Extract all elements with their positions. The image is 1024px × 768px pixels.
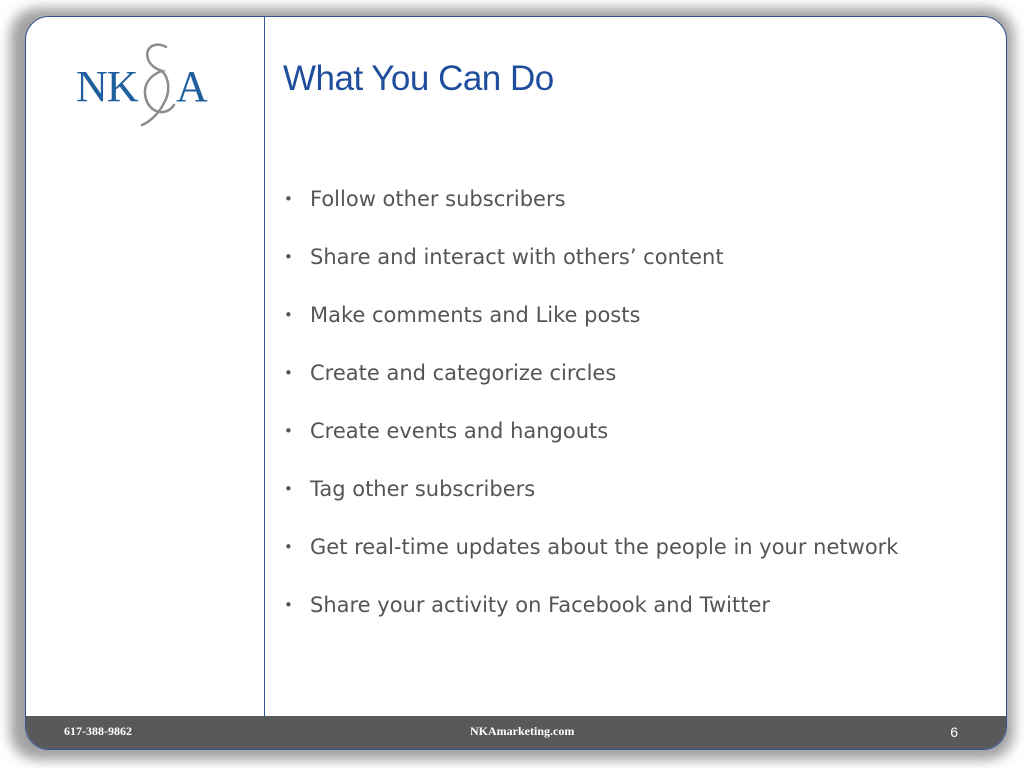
bullet-dot-icon: • (284, 306, 293, 324)
logo-letter-a: A (176, 62, 208, 111)
bullet-text: Follow other subscribers (310, 187, 566, 211)
slide-title: What You Can Do (283, 59, 554, 98)
bullet-item (280, 463, 920, 515)
footer-website: NKAmarketing.com (470, 724, 575, 738)
logo-letters-nk: NK (76, 62, 138, 111)
bullet-dot-icon: • (284, 364, 293, 382)
vertical-divider (264, 17, 265, 717)
bullet-text: Get real-time updates about the people in your network (310, 535, 899, 559)
slide-footer (26, 716, 1006, 749)
bullet-text: Tag other subscribers (310, 477, 536, 501)
bullet-dot-icon: • (284, 190, 293, 208)
slide-frame (25, 16, 1007, 750)
bullet-text: Share your activity on Facebook and Twitter (310, 593, 771, 617)
bullet-dot-icon: • (284, 480, 293, 498)
bullet-item (280, 405, 920, 457)
bullet-text: Make comments and Like posts (310, 303, 641, 327)
page-number: 6 (950, 724, 958, 740)
bullet-dot-icon: • (284, 538, 293, 556)
footer-phone: 617-388-9862 (64, 724, 132, 738)
bullet-item (280, 173, 920, 225)
bullet-dot-icon: • (284, 422, 293, 440)
bullet-text: Share and interact with others’ content (310, 245, 724, 269)
bullet-text: Create events and hangouts (310, 419, 609, 443)
bullet-item (280, 521, 920, 573)
bullet-item (280, 347, 920, 399)
nka-logo (74, 37, 224, 132)
bullet-item (280, 231, 920, 283)
ampersand-icon (136, 41, 180, 127)
bullet-dot-icon: • (284, 596, 293, 614)
bullet-dot-icon: • (284, 248, 293, 266)
bullet-text: Create and categorize circles (310, 361, 617, 385)
bullet-item (280, 289, 920, 341)
bullet-item (280, 579, 920, 631)
bullet-list (280, 173, 920, 637)
